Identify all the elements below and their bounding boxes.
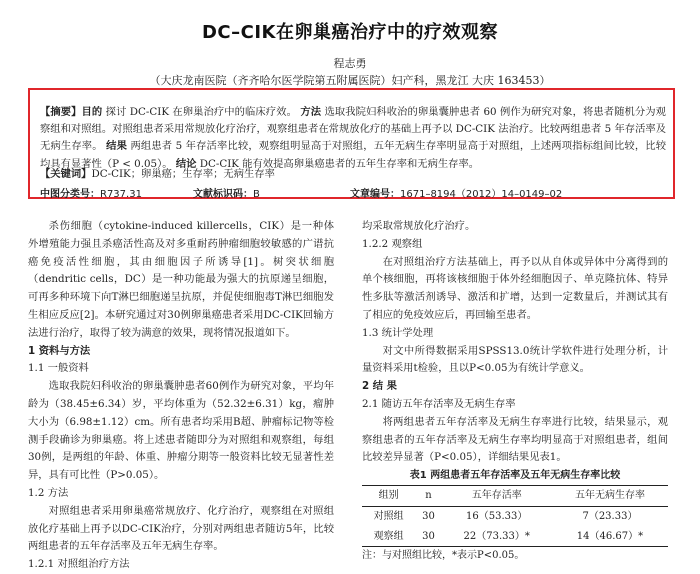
observation-paragraph: 在对照组治疗方法基础上，再予以从自体或异体中分离得到的单个核细胞，再将该核细胞于体外经细胞因子、单克隆抗体、特异性多肽等激活剂诱导、激活和扩增，达到一定数量后，并测试其有了相应的免疫效应后，再回输至患者。 — [362, 255, 668, 321]
subsection-heading: 1.2.2 观察组 — [362, 237, 423, 250]
table-cell: 观察组 — [373, 530, 404, 542]
table-cell: 30 — [422, 510, 435, 522]
results-paragraph: 将两组患者五年存活率及无病生存率进行比较，结果显示，观察组患者的五年存活率及无病生存率均明显高于对照组患者，组间比较差异显著（P<0.05），详细结果见表1。 — [362, 415, 668, 464]
result-label: 结果 — [106, 140, 128, 153]
table-row — [362, 506, 668, 526]
conclusion-text: DC-CIK 能有效提高卵巢癌患者的五年生存率和无病生存率。 — [199, 157, 480, 170]
section-heading: 1 资料与方法 — [28, 344, 91, 357]
table-cell: 14（46.67）* — [576, 530, 644, 542]
table-header-cell: 五年存活率 — [471, 489, 522, 501]
table-header-cell: 组别 — [378, 489, 399, 501]
intro-paragraph: 杀伤细胞（cytokine-induced killercells，CIK）是一种体外增殖能力强且杀癌活性高及对多重耐药肿瘤细胞较敏感的广谱抗癌免疫活性细胞，其由细胞因子所诱导[1]。树突状细胞（dendritic cells，DC）是一种功能最为强大的抗原递呈细胞，可再多种环境下向T淋巴细胞递呈抗原，并促使细胞毒T淋巴细胞发生相应反应[2]。本研究通过对30例卵巢癌患者采用DC-CIK回输方法进行治疗，取得了较为满意的效果，现将情况报道如下。 — [28, 220, 334, 339]
results-table — [362, 485, 668, 547]
conclusion-label: 结论 — [175, 157, 197, 170]
subsection-heading: 1.1 一般资料 — [28, 362, 89, 375]
left-column — [28, 218, 334, 574]
table-cell: 7（23.33） — [582, 510, 638, 522]
statistics-paragraph: 对文中所得数据采用SPSS13.0统计学软件进行处理分析，计量资料采用t检验，且以P<0.05为有统计学意义。 — [362, 344, 668, 375]
abstract-label: 【摘要】 — [40, 106, 82, 118]
subsection-heading: 1.2 方法 — [28, 486, 69, 499]
continued-paragraph: 均采取常规放化疗治疗。 — [362, 220, 476, 232]
keywords — [40, 166, 660, 183]
result-text: 两组患者 5 年存活率比较，观察组明显高于对照组，五年无病生存率明显高于对照组，上述两项指标组间比较，比较均具有显著性（P < 0.05）。 — [40, 140, 667, 170]
general-paragraph: 选取我院妇科收治的卵巢囊肿患者60例作为研究对象，平均年龄为（38.45±6.34）岁，平均体重为（52.32±6.31）kg，瘤肿大小为（6.98±1.12）cm。所有患者均采用B超、肿瘤标记物等检测手段确诊为卵巢癌。将上述患者随即分为对照组和观察组，每组30例，是两组的年龄、体重、肿瘤分期等一般资料比较无显著性差异，具有可比性（P>0.05）。 — [28, 380, 334, 482]
paper-title: DC–CIK在卵巢癌治疗中的疗效观察 — [201, 22, 498, 43]
clc-number: 中图分类号：R737.31 — [40, 189, 142, 200]
abstract — [40, 104, 666, 173]
table-header-row — [362, 485, 668, 506]
table-cell: 16（53.33） — [466, 510, 528, 522]
method-paragraph: 对照组患者采用卵巢癌常规放疗、化疗治疗，观察组在对照组放化疗基础上再予以DC-CIK治疗，分别对两组患者随访5年，比较两组患者的五年存活率及五年无病生存率。 — [28, 504, 334, 553]
subsection-heading: 1.3 统计学处理 — [362, 326, 434, 339]
table-cell: 22（73.33）* — [463, 530, 530, 542]
document-code: 文献标识码：B — [193, 189, 260, 200]
method-text: 选取我院妇科收治的卵巢囊肿患者 60 例作为研究对象，将患者随机分为观察组和对照组。对照组患者采用常规放化疗治疗，观察组患者在常规放化疗的基础上再予以 DC-CIK 法治疗。比较两组患者 5 年存活率及无病生存率。 — [40, 106, 666, 153]
table-title: 表1 两组患者五年存活率及五年无病生存率比较 — [409, 470, 621, 482]
subsection-heading: 1.2.1 对照组治疗方法 — [28, 558, 130, 571]
subsection-heading: 2.1 随访五年存活率及无病生存率 — [362, 397, 516, 410]
section-heading: 2 结 果 — [362, 380, 397, 393]
purpose-text: 探讨 DC-CIK 在卵巢治疗中的临床疗效。 — [105, 106, 297, 118]
table-cell: 30 — [422, 530, 435, 542]
purpose-label: 目的 — [81, 106, 103, 118]
right-column — [362, 218, 668, 565]
table-note: 注：与对照组比较，*表示P<0.05。 — [362, 550, 525, 562]
keywords-value: DC-CIK；卵巢癌；生存率；无病生存率 — [91, 168, 275, 180]
table-cell: 对照组 — [373, 510, 404, 522]
method-label: 方法 — [300, 106, 322, 118]
table-header-cell: n — [425, 489, 432, 501]
article-number: 文章编号：1671–8194（2012）14–0149–02 — [350, 189, 563, 200]
table-row — [362, 527, 668, 547]
keywords-label: 【关键词】 — [40, 168, 92, 180]
table-header-cell: 五年无病生存率 — [574, 489, 645, 501]
author: 程志勇 — [333, 57, 367, 70]
affiliation: （大庆龙南医院（齐齐哈尔医学院第五附属医院）妇产科，黑龙江 大庆 163453） — [149, 74, 551, 87]
